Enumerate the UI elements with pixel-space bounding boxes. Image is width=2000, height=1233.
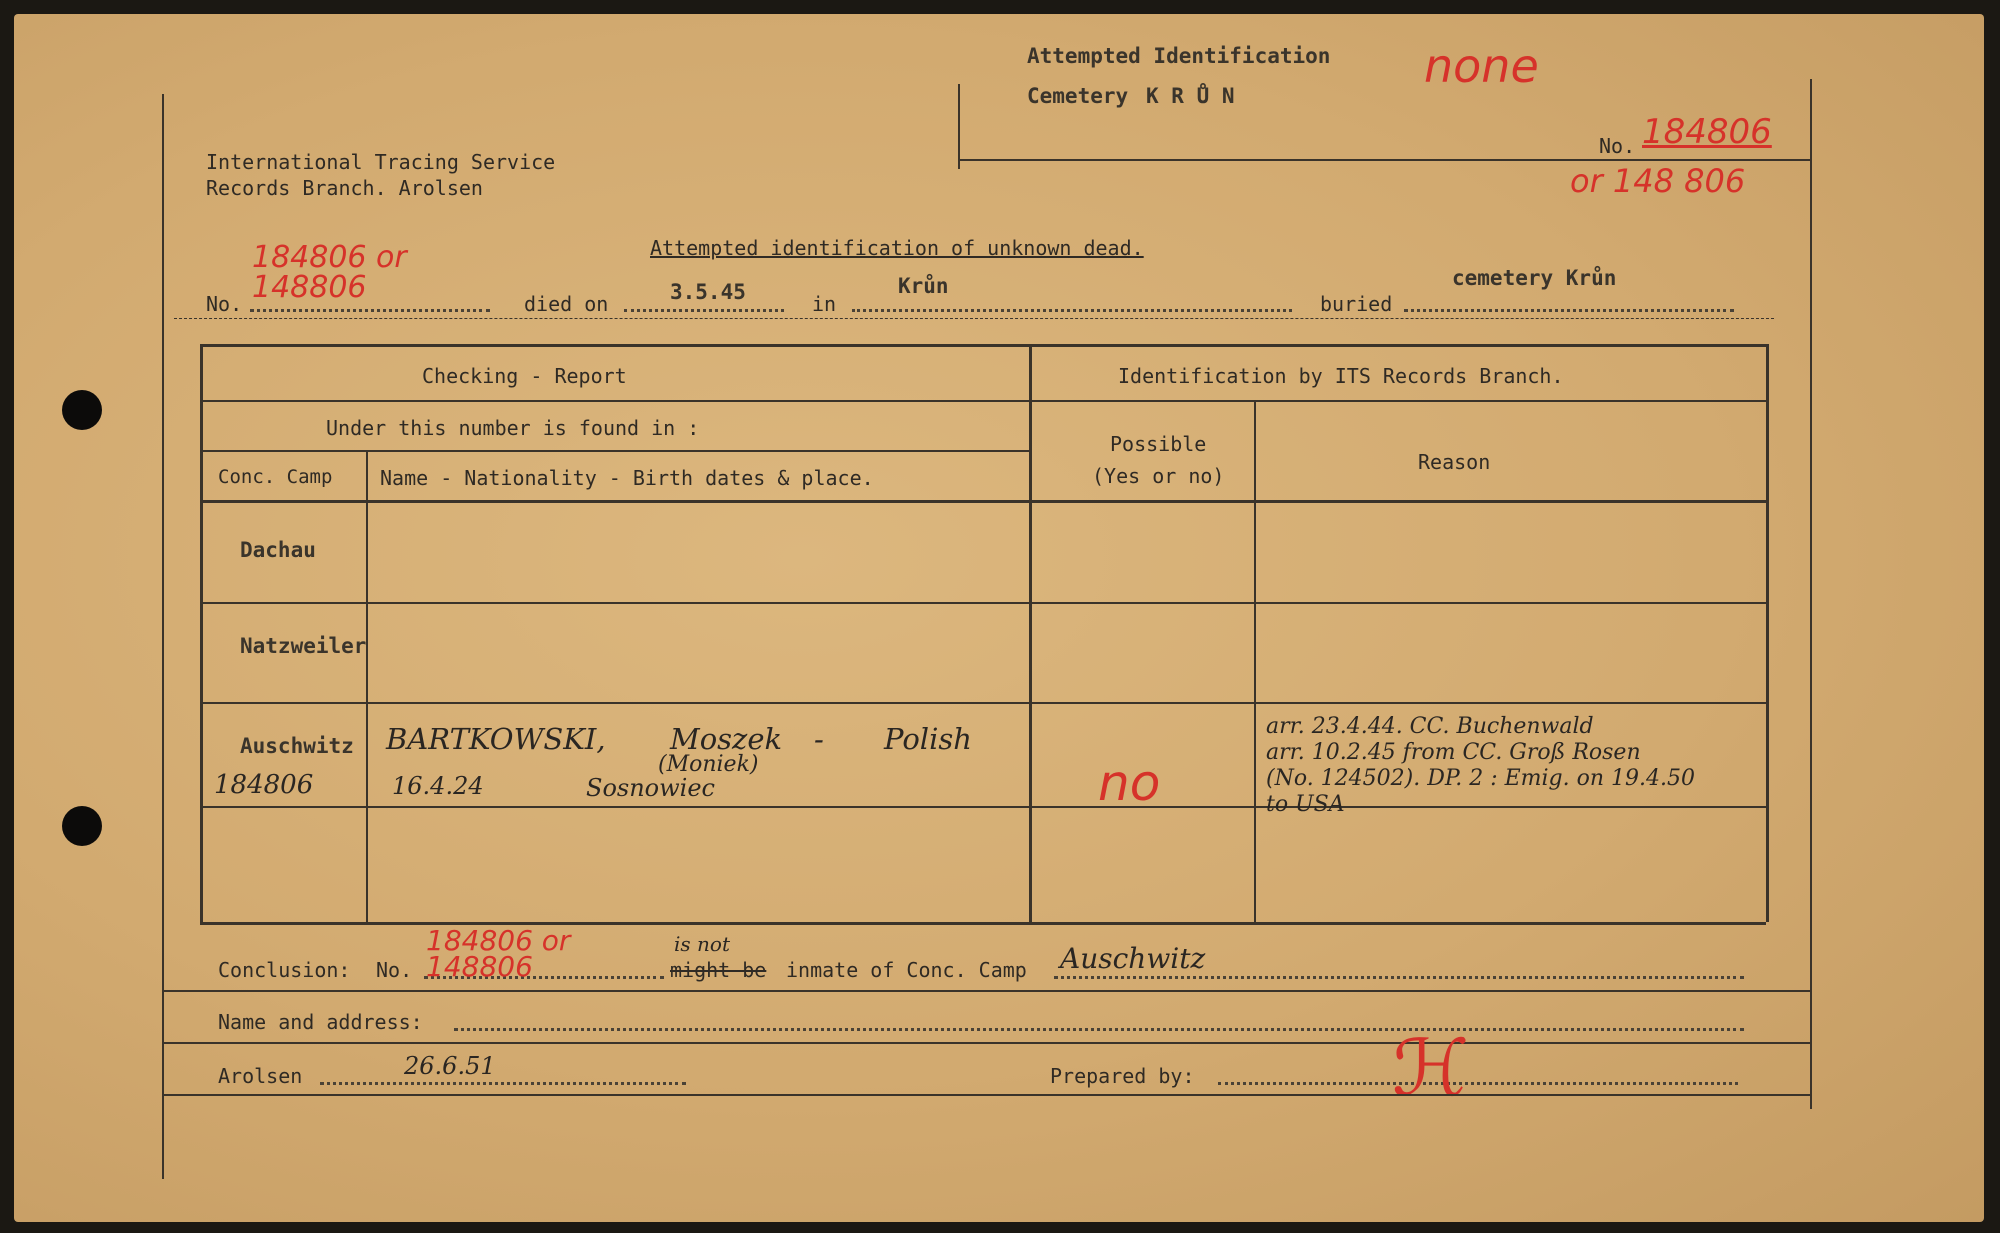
table-rule-2 [200, 450, 1029, 452]
col-name-header: Name - Nationality - Birth dates & place. [380, 466, 874, 490]
table-rule-4 [200, 602, 1766, 604]
name-address-rule [162, 1042, 1810, 1044]
table-rule-1b [1029, 400, 1766, 402]
reason-line-3: (No. 124502). DP. 2 : Emig. on 19.4.50 [1266, 766, 1695, 791]
stamp-box-left [958, 84, 960, 169]
form-title: Attempted identification of unknown dead. [650, 236, 1144, 260]
stamp-cemetery-label: Cemetery [1027, 84, 1129, 108]
record-no-label: No. [206, 292, 243, 316]
conclusion-no-value-1: 184806 or [426, 924, 571, 957]
buried-value: cemetery Krůn [1452, 266, 1617, 290]
died-on-label: died on [524, 292, 609, 316]
table-left [200, 344, 203, 922]
header-no-alt: or 148 806 [1570, 162, 1746, 200]
punch-hole-top [62, 390, 102, 430]
conclusion-rule [162, 990, 1810, 992]
inmate-birth-place: Sosnowiec [586, 774, 715, 802]
prepared-by-signature: ℋ [1392, 1024, 1470, 1114]
reason-line-1: arr. 23.4.44. CC. Buchenwald [1266, 714, 1594, 739]
table-rule-6 [200, 806, 1766, 808]
inmate-first-name: Moszek [670, 722, 783, 756]
conclusion-inmate-text: inmate of Conc. Camp [786, 958, 1027, 982]
in-label: in [812, 292, 837, 316]
table-rule-1 [200, 400, 1029, 402]
col-camp-header: Conc. Camp [218, 466, 333, 488]
table-rule-3 [200, 500, 1766, 503]
camp-number: 184806 [214, 770, 314, 800]
stamp-box-bottom [958, 159, 1810, 161]
header-no-value: 184806 [1642, 112, 1772, 152]
conclusion-camp-value: Auschwitz [1060, 942, 1206, 975]
table-rule-5 [200, 702, 1766, 704]
conclusion-label: Conclusion: [218, 958, 351, 982]
row-camp-natzweiler: Natzweiler [240, 634, 367, 658]
reason-line-2: arr. 10.2.45 from CC. Groß Rosen [1266, 740, 1641, 765]
table-possible-divider [1254, 400, 1256, 922]
record-no-dots [250, 309, 490, 312]
arolsen-label: Arolsen [218, 1064, 303, 1088]
inmate-name: BARTKOWSKI, [386, 722, 606, 756]
inmate-nickname: (Moniek) [658, 752, 759, 777]
row-camp-auschwitz: Auschwitz [240, 734, 354, 758]
conclusion-no-value-2: 148806 [426, 950, 533, 983]
stamp-cemetery-name: K R Ů N [1146, 84, 1235, 108]
org-line-2: Records Branch. Arolsen [206, 176, 483, 200]
possible-no: no [1098, 754, 1161, 812]
index-card [14, 14, 1984, 1222]
possible-header-line1: Possible [1110, 432, 1207, 456]
inmate-birth-date: 16.4.24 [392, 772, 484, 800]
handwritten-none: none [1424, 39, 1539, 93]
table-camp-divider [366, 450, 368, 922]
reason-line-4: to USA [1266, 792, 1345, 817]
under-number-header: Under this number is found in : [326, 416, 700, 440]
place-dots [852, 309, 1292, 312]
table-mid-divider [1029, 344, 1032, 922]
possible-header-line2: (Yes or no) [1092, 464, 1225, 488]
died-on-value: 3.5.45 [670, 280, 746, 304]
inmate-dash: - [814, 722, 824, 756]
table-right [1766, 344, 1769, 922]
record-line-rule [174, 318, 1774, 319]
record-no-value-2: 148806 [252, 270, 367, 305]
org-line-1: International Tracing Service [206, 150, 556, 174]
reason-header: Reason [1418, 450, 1491, 474]
right-margin-line [1810, 79, 1812, 1109]
name-address-dots [454, 1028, 1744, 1031]
punch-hole-bottom [62, 806, 102, 846]
prepared-by-dots [1218, 1082, 1738, 1085]
buried-dots [1404, 309, 1734, 312]
footer-rule [162, 1094, 1810, 1096]
record-no-value-1: 184806 or [252, 240, 407, 275]
inmate-nationality: Polish [884, 722, 972, 756]
checking-report-header: Checking - Report [422, 364, 627, 388]
identification-header: Identification by ITS Records Branch. [1118, 364, 1564, 388]
conclusion-might-be: might be [670, 958, 767, 982]
header-no-label: No. [1599, 134, 1636, 158]
arolsen-date: 26.6.51 [404, 1052, 496, 1080]
conclusion-camp-dots [1054, 976, 1744, 979]
buried-label: buried [1320, 292, 1393, 316]
conclusion-is-not: is not [674, 932, 730, 956]
left-margin-line [162, 94, 164, 1179]
conclusion-no-label: No. [376, 958, 413, 982]
row-camp-dachau: Dachau [240, 538, 316, 562]
stamp-title: Attempted Identification [1027, 44, 1331, 68]
arolsen-dots [320, 1082, 686, 1085]
place-value: Krůn [898, 274, 949, 298]
name-address-label: Name and address: [218, 1010, 423, 1034]
prepared-by-label: Prepared by: [1050, 1064, 1195, 1088]
died-on-dots [624, 309, 784, 312]
table-top [200, 344, 1766, 347]
